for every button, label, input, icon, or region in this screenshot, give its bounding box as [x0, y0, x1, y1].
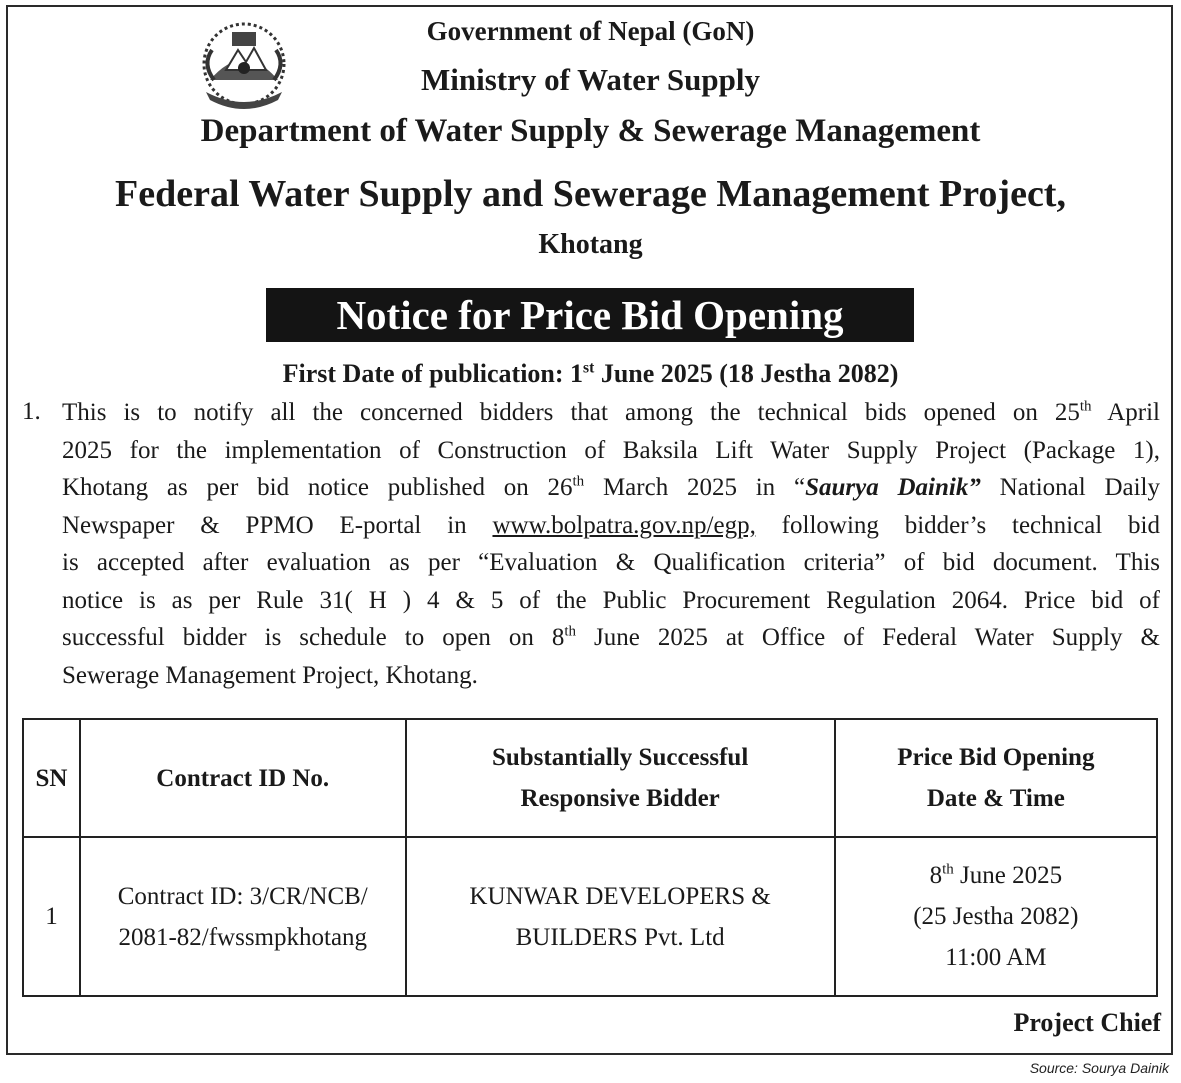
paragraph-line: This is to notify all the concerned bidders that among the technical bids opened on 25th April: [62, 398, 1160, 426]
header-contract-id: Contract ID No.: [80, 719, 406, 837]
publication-date: First Date of publication: 1st June 2025 (18 Jestha 2082): [282, 359, 899, 388]
source-credit: Source: Sourya Dainik: [1029, 1060, 1169, 1076]
bid-table: [22, 718, 1158, 997]
notice-title: Notice for Price Bid Opening: [266, 288, 914, 342]
cell-sn: 1: [23, 837, 80, 996]
portal-link[interactable]: www.bolpatra.gov.np/egp,: [492, 512, 756, 539]
signature: Project Chief: [1013, 1008, 1161, 1037]
header-opening: Price Bid Opening Date & Time: [835, 719, 1157, 837]
paragraph-line: notice is as per Rule 31( H ) 4 & 5 of the Public Procurement Regulation 2064. Price bid of: [62, 587, 1160, 614]
cell-bidder: KUNWAR DEVELOPERS & BUILDERS Pvt. Ltd: [406, 837, 835, 996]
cell-opening: 8th June 2025 (25 Jestha 2082) 11:00 AM: [835, 837, 1157, 996]
newspaper-name: Saurya Dainik”: [805, 474, 981, 501]
ministry-heading: Ministry of Water Supply: [420, 62, 761, 97]
department-heading: Department of Water Supply & Sewerage Management: [200, 113, 981, 149]
paragraph-line: Khotang as per bid notice published on 26th March 2025 in “Saurya Dainik” National Daily: [62, 473, 1160, 501]
location-heading: Khotang: [538, 229, 643, 260]
paragraph-line: 2025 for the implementation of Construction of Baksila Lift Water Supply Project (Package 1),: [62, 437, 1160, 464]
paragraph-line: Newspaper & PPMO E-portal in www.bolpatra.gov.np/egp, following bidder’s technical bid: [62, 512, 1160, 539]
cell-contract-id: Contract ID: 3/CR/NCB/ 2081-82/fwssmpkhotang: [80, 837, 406, 996]
table-row: [23, 837, 1157, 996]
project-heading: Federal Water Supply and Sewerage Management Project,: [115, 173, 1066, 215]
paragraph-line: successful bidder is schedule to open on 8th June 2025 at Office of Federal Water Supply &: [62, 623, 1160, 651]
government-heading: Government of Nepal (GoN): [426, 16, 755, 46]
table-header-row: [23, 719, 1157, 837]
paragraph-line: is accepted after evaluation as per “Evaluation & Qualification criteria” of bid document. This: [62, 549, 1160, 576]
paragraph-number: 1.: [22, 398, 41, 425]
header-sn: SN: [23, 719, 80, 837]
header-bidder: Substantially Successful Responsive Bidder: [406, 719, 835, 837]
paragraph-line: Sewerage Management Project, Khotang.: [62, 662, 478, 689]
